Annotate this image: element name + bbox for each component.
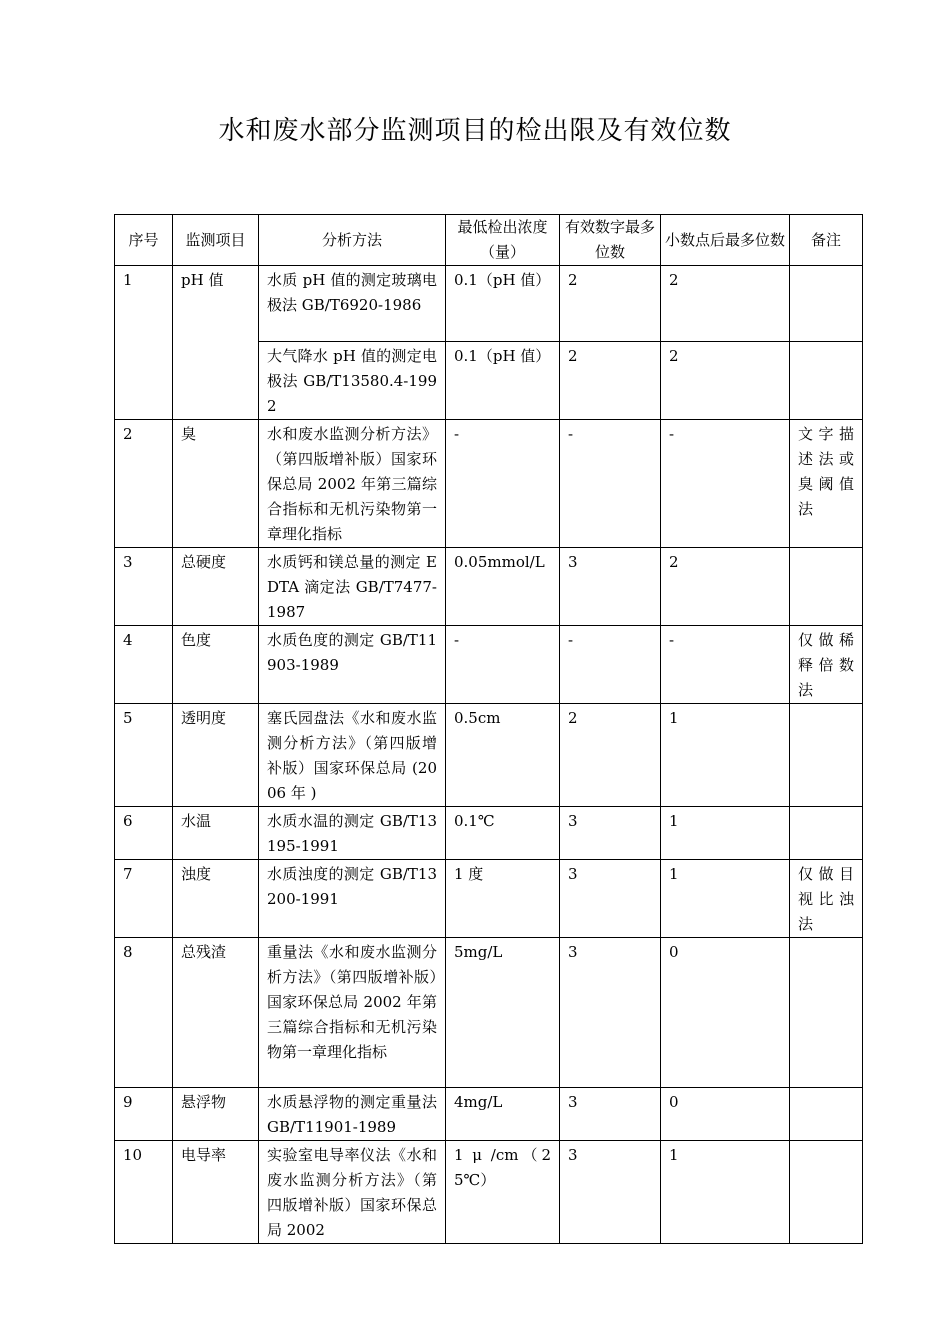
table-row (115, 807, 863, 860)
cell-decimals: 1 (661, 704, 790, 807)
header-method: 分析方法 (259, 215, 446, 266)
header-limit: 最低检出浓度（量） (446, 215, 560, 266)
cell-method: 大气降水 pH 值的测定电极法 GB/T13580.4-1992 (259, 342, 446, 420)
cell-decimals: 1 (661, 1141, 790, 1244)
cell-limit: 0.5cm (446, 704, 560, 807)
cell-limit: 0.1（pH 值） (446, 266, 560, 342)
detection-limit-table (114, 214, 863, 1244)
cell-remark: 仅做目视比浊法 (790, 860, 863, 938)
cell-limit: 1 度 (446, 860, 560, 938)
cell-remark (790, 938, 863, 1088)
cell-method: 水质 pH 值的测定玻璃电极法 GB/T6920-1986 (259, 266, 446, 342)
cell-decimals: - (661, 626, 790, 704)
cell-seq: 6 (115, 807, 173, 860)
cell-limit: - (446, 626, 560, 704)
cell-decimals: 2 (661, 342, 790, 420)
table-row (115, 1141, 863, 1244)
cell-sigfig: 2 (560, 342, 661, 420)
cell-seq: 9 (115, 1088, 173, 1141)
cell-method: 重量法《水和废水监测分析方法》（第四版增补版）国家环保总局 2002 年第三篇综合指标和无机污染物第一章理化指标 (259, 938, 446, 1088)
table-row (115, 860, 863, 938)
cell-limit: 5mg/L (446, 938, 560, 1088)
cell-seq: 8 (115, 938, 173, 1088)
cell-decimals: 0 (661, 1088, 790, 1141)
cell-limit: - (446, 420, 560, 548)
cell-item: 总硬度 (173, 548, 259, 626)
page-title: 水和废水部分监测项目的检出限及有效位数 (218, 116, 732, 146)
cell-item: 臭 (173, 420, 259, 548)
cell-seq: 5 (115, 704, 173, 807)
cell-method: 水质浊度的测定 GB/T13200-1991 (259, 860, 446, 938)
cell-limit: 4mg/L (446, 1088, 560, 1141)
cell-remark (790, 342, 863, 420)
cell-sigfig: 3 (560, 807, 661, 860)
header-sigfig: 有效数字最多位数 (560, 215, 661, 266)
table-row (115, 938, 863, 1088)
cell-decimals: 1 (661, 860, 790, 938)
cell-limit: 1 μ /cm（25℃） (446, 1141, 560, 1244)
header-item: 监测项目 (173, 215, 259, 266)
cell-limit: 0.1（pH 值） (446, 342, 560, 420)
cell-item: 水温 (173, 807, 259, 860)
table-row (115, 626, 863, 704)
cell-sigfig: 3 (560, 860, 661, 938)
cell-seq: 1 (115, 266, 173, 420)
cell-remark: 仅做稀释倍数法 (790, 626, 863, 704)
cell-seq: 3 (115, 548, 173, 626)
table-row (115, 266, 863, 342)
cell-sigfig: 3 (560, 1141, 661, 1244)
cell-sigfig: 2 (560, 266, 661, 342)
cell-item: 浊度 (173, 860, 259, 938)
cell-limit: 0.05mmol/L (446, 548, 560, 626)
cell-method: 水和废水监测分析方法》（第四版增补版）国家环保总局 2002 年第三篇综合指标和无机污染物第一章理化指标 (259, 420, 446, 548)
cell-sigfig: - (560, 420, 661, 548)
cell-remark (790, 266, 863, 342)
cell-limit: 0.1℃ (446, 807, 560, 860)
header-decimals: 小数点后最多位数 (661, 215, 790, 266)
cell-item: 总残渣 (173, 938, 259, 1088)
header-remark: 备注 (790, 215, 863, 266)
table-row (115, 420, 863, 548)
cell-decimals: - (661, 420, 790, 548)
cell-seq: 10 (115, 1141, 173, 1244)
cell-seq: 4 (115, 626, 173, 704)
cell-item: pH 值 (173, 266, 259, 420)
cell-method: 实验室电导率仪法《水和废水监测分析方法》（第四版增补版）国家环保总局 2002 (259, 1141, 446, 1244)
cell-remark: 文字描述法或臭阈值法 (790, 420, 863, 548)
cell-method: 塞氏园盘法《水和废水监测分析方法》（第四版增补版）国家环保总局 (2006 年 ) (259, 704, 446, 807)
cell-sigfig: 3 (560, 938, 661, 1088)
table-row (115, 1088, 863, 1141)
cell-remark (790, 807, 863, 860)
cell-sigfig: - (560, 626, 661, 704)
cell-seq: 2 (115, 420, 173, 548)
cell-sigfig: 2 (560, 704, 661, 807)
table-header-row (115, 215, 863, 266)
cell-remark (790, 1141, 863, 1244)
table-row (115, 704, 863, 807)
cell-decimals: 2 (661, 548, 790, 626)
cell-sigfig: 3 (560, 548, 661, 626)
cell-remark (790, 548, 863, 626)
cell-item: 色度 (173, 626, 259, 704)
cell-method: 水质色度的测定 GB/T11903-1989 (259, 626, 446, 704)
cell-remark (790, 704, 863, 807)
cell-method: 水质悬浮物的测定重量法 GB/T11901-1989 (259, 1088, 446, 1141)
cell-decimals: 0 (661, 938, 790, 1088)
cell-method: 水质水温的测定 GB/T13195-1991 (259, 807, 446, 860)
cell-item: 透明度 (173, 704, 259, 807)
cell-seq: 7 (115, 860, 173, 938)
cell-item: 电导率 (173, 1141, 259, 1244)
cell-method: 水质钙和镁总量的测定 EDTA 滴定法 GB/T7477-1987 (259, 548, 446, 626)
table-row (115, 548, 863, 626)
cell-sigfig: 3 (560, 1088, 661, 1141)
cell-remark (790, 1088, 863, 1141)
header-seq: 序号 (115, 215, 173, 266)
cell-decimals: 2 (661, 266, 790, 342)
cell-decimals: 1 (661, 807, 790, 860)
cell-item: 悬浮物 (173, 1088, 259, 1141)
